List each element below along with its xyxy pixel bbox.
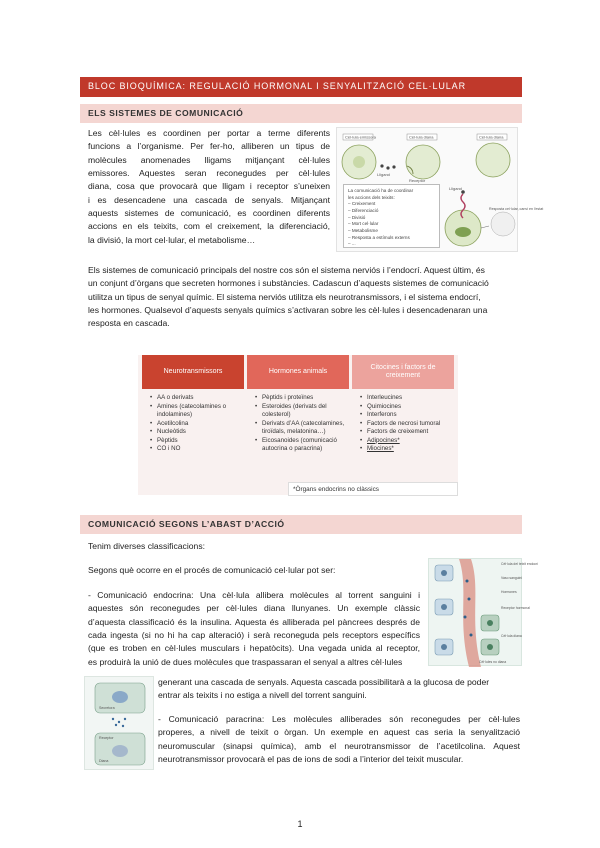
text-line: (que es troben en cèl·lules musculars i hepatòcits). Una vegada unida al receptor, [88, 643, 420, 654]
ligand-label-2: Lligand [449, 186, 462, 191]
ligand-label: Lligand [377, 172, 390, 177]
text-line: - Comunicació endocrina: Una cèl·lula allibera molècules al torrent sanguini i [88, 590, 420, 600]
fig2-label-1: Cèl·lula del teixit endocrí [501, 562, 539, 566]
fig2-label-2: Vaso sanguini [501, 576, 523, 580]
emitter-label: Cèl·lula emissora [345, 134, 376, 140]
legend-line: – Mort cel·lular [348, 221, 379, 227]
legend-line: La comunicació ha de coordinar [348, 188, 414, 193]
fig3-label-1: Secretora [99, 706, 115, 710]
text-line: utilitza un tipus de senyal químic. El sistema nerviós utilitza els neurotransmissors, i el sistema endocrí, [88, 291, 481, 302]
fig2-label-4: Receptor hormonal [501, 606, 530, 610]
response-label: Resposta cel·lular, canvi en l'estat [489, 207, 544, 211]
legend-line: – Divisió [348, 214, 366, 220]
text-line: molècules anomenades lligams mitjançant cèl·lules [88, 154, 330, 165]
text-line: d’aquesta classificació és la insulina. Aquesta és alliberada pel pàncrees després de [88, 616, 420, 627]
target-label-2: Cèl·lula diana [479, 134, 504, 140]
text-line: entrar als teixits i no estiga a nivell del torrent sanguini. [158, 690, 367, 701]
legend-line: – ... [348, 241, 356, 247]
table-column [247, 355, 349, 487]
legend-line: les accions dels teixits: [348, 194, 395, 200]
target-label-1: Cèl·lula diana [409, 134, 434, 140]
paracrine-diagram [85, 677, 155, 771]
text-line: neurotransmissor provocarà el pas de ions de sodi a l’interior del teixit muscular. [158, 753, 464, 764]
table-item: • Acetilcolina [150, 420, 240, 429]
table-item: • Factors de creixement [360, 428, 450, 437]
table-item: • AA o derivats [150, 394, 240, 403]
table-column-list [247, 389, 349, 454]
text-line: neuromuscular (sinapsi química), amb el neurotransmissor de l’acetilcolina. Aquest [158, 740, 520, 751]
text-line: Els sistemes de comunicació principals del nostre cos són el sistema nerviós i l’endocrí. Aquest últim, és [88, 265, 485, 275]
systems-paragraph [88, 264, 518, 331]
endocrine-diagram [429, 559, 539, 667]
table-column [142, 355, 244, 487]
text-line: Les cèl·lules es coordinen per portar a terme diferents [88, 128, 330, 138]
table-item: • Adipocines* [360, 437, 450, 446]
classifications-subintro: Segons què ocorre en el procés de comunicació cel·lular pot ser: [88, 565, 336, 575]
table-item: • Esteroides (derivats del colesterol) [255, 403, 345, 420]
text-line: es produirà la unió de dues molècules que traspassaran el senyal a altres cèl·lules [88, 656, 403, 667]
endocrine-paragraph-continued [158, 676, 520, 703]
text-line: funcions a l’organisme. Per fer-ho, alliberen un tipus de [88, 141, 330, 152]
page-number: 1 [297, 819, 303, 829]
table-column [352, 355, 454, 487]
text-line: resposta en cascada. [88, 318, 170, 329]
table-footnote: *Òrgans endocrins no clàssics [288, 482, 458, 496]
table-item: • Pèptids i proteïnes [255, 394, 345, 403]
legend-line: – Resposta a estímuls externs [348, 234, 410, 240]
receptor-label: Receptor [409, 178, 426, 183]
text-line: accions en els teixits, com el creixement, la diferenciació, [88, 221, 330, 232]
text-line: la divisió, la mort cel·lular, el metabolisme… [88, 234, 256, 245]
text-line: les hormones. Qualsevol d’aquests senyals químics s’activaran sobre les cèl·lules i desencadenaran una [88, 304, 488, 315]
legend-line: – Creixement [348, 201, 376, 207]
fig3-label-3: Diana [99, 759, 109, 763]
text-line: generant una cascada de senyals. Aquesta cascada possibilitarà a la glucosa de poder [158, 677, 490, 687]
table-column-header: Neurotransmissors [142, 355, 244, 389]
fig3-label-2: Receptor [99, 736, 114, 740]
classifications-intro: Tenim diverses classificacions: [88, 541, 206, 551]
table-item: • CO i NO [150, 445, 240, 454]
table-item: • Miocines* [360, 445, 450, 454]
text-line: aquestes són reconegudes per cèl·lules diana llunyanes. Un exemple clàssic [88, 603, 420, 614]
table-item: • Amines (catecolamines o indolamines) [150, 403, 240, 420]
text-line: diana, cosa que provocarà que lligam i receptor s’uneixen [88, 181, 330, 192]
text-line: un conjunt d’òrgans que secreten hormones i substàncies. Cadascun d’aquests sistemes de comunicació [88, 278, 489, 289]
cell-signaling-figure [336, 127, 544, 252]
legend-line: – Metabolisme [348, 227, 378, 233]
fig2-label-6: Cèl·lula diana [501, 634, 522, 638]
tissue-actions-legend [343, 184, 440, 248]
table-column-header: Citocines i factors de creixement [352, 355, 454, 389]
text-line: emissores. Aquestes seran reconegudes per cèl·lules [88, 167, 330, 178]
signal-molecules-table [138, 355, 458, 495]
fig2-label-3: Hormones [501, 590, 517, 594]
legend-line: – Diferenciació [348, 207, 379, 213]
paracrine-figure [84, 676, 154, 770]
fig2-label-5: Cèl·lules no diana [479, 660, 507, 664]
endocrine-paragraph [88, 589, 420, 669]
intro-paragraph [88, 127, 330, 247]
table-item: • Pèptids [150, 437, 240, 446]
table-item: • Interferons [360, 411, 450, 420]
text-line: - Comunicació paracrina: Les molècules alliberades són reconegudes per cèl·lules [158, 714, 520, 724]
endocrine-figure [428, 558, 539, 666]
table-column-list [352, 389, 454, 454]
text-line: aquests sistemes de comunicació, es coordinen diferents [88, 207, 330, 218]
table-column-list [142, 389, 244, 454]
text-line: properes, a nivell de teixit o òrgan. Un exemple en aquest cas seria la senyalització [158, 727, 520, 738]
table-item: • Nucleòtids [150, 428, 240, 437]
table-item: • Interleucines [360, 394, 450, 403]
table-item: • Quimiocines [360, 403, 450, 412]
table-item: • Factors de necrosi tumoral [360, 420, 450, 429]
text-line: i es desencadene una cascada de senyals. Mitjançant [88, 194, 330, 205]
paracrine-paragraph [158, 713, 520, 766]
section-heading-communication-systems: ELS SISTEMES DE COMUNICACIÓ [80, 104, 522, 123]
table-column-header: Hormones animals [247, 355, 349, 389]
text-line: cada ingesta (si no hi ha cap alteració) i serà reconeguda pels receptors específics [88, 629, 420, 640]
table-item: • Derivats d’AA (catecolamines, tiroïdals, melatonina…) [255, 420, 345, 437]
table-item: • Eicosanoides (comunicació autocrina o paracrina) [255, 437, 345, 454]
document-title: BLOC BIOQUÍMICA: REGULACIÓ HORMONAL I SENYALITZACIÓ CEL·LULAR [80, 77, 522, 97]
section-heading-action-range: COMUNICACIÓ SEGONS L’ABAST D’ACCIÓ [80, 515, 522, 534]
